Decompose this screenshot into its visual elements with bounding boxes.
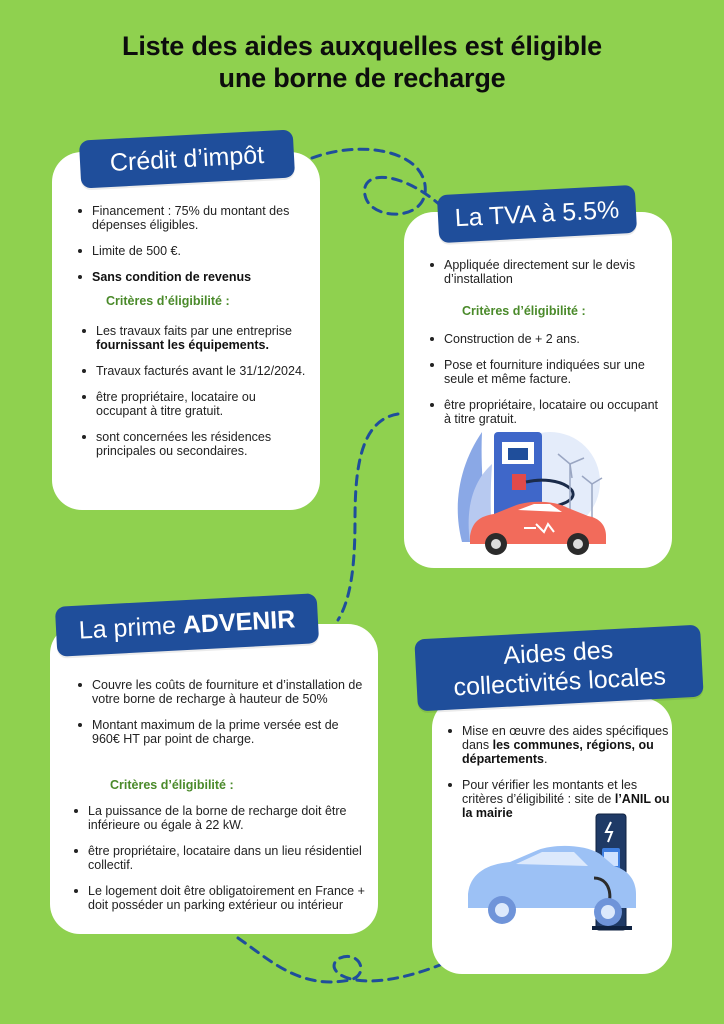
collectivites-heading-line2: collectivités locales (452, 662, 667, 702)
criteria-bold: fournissant les équipements. (96, 338, 269, 352)
tva-criteria-label: Critères d’éligibilité : (462, 304, 586, 318)
list-item: Le logement doit être obligatoirement en France + doit posséder un parking extérieur ou intérieur (74, 884, 370, 912)
credit-heading-text: Crédit d’impôt (109, 140, 265, 177)
item-bold: l’ANIL ou la mairie (462, 792, 670, 820)
item-suffix: . (543, 752, 548, 766)
list-item: Construction de + 2 ans. (430, 332, 662, 346)
list-item: La puissance de la borne de recharge doit être inférieure ou égale à 22 kW. (74, 804, 370, 832)
item-text: Pour vérifier les montants et les critères d’éligibilité : site de (462, 778, 638, 806)
list-item (448, 724, 670, 766)
criteria-text: Les travaux faits par une entreprise (96, 324, 292, 338)
charging-car-illustration (450, 424, 610, 564)
list-item: Appliquée directement sur le devis d’installation (430, 258, 662, 286)
prime-criteria-list (74, 804, 370, 924)
collectivites-heading (414, 625, 703, 712)
item-bold: les communes, régions, ou départements (462, 738, 654, 766)
list-item: sont concernées les résidences principales ou secondaires. (82, 430, 308, 458)
prime-list (78, 678, 368, 758)
item-text: Mise en œuvre des aides spécifiques dans (462, 724, 669, 752)
prime-heading-text (78, 605, 296, 645)
collectivites-heading-line1: Aides des (502, 636, 614, 671)
title-line-1: Liste des aides auxquelles est éligible (122, 31, 602, 61)
list-item: Travaux facturés avant le 31/12/2024. (82, 364, 308, 378)
credit-list (78, 204, 310, 296)
list-item: Limite de 500 €. (78, 244, 310, 258)
electric-car-charging-illustration (464, 808, 664, 938)
list-item: Couvre les coûts de fourniture et d’installation de votre borne de recharge à hauteur de 50% (78, 678, 368, 706)
no-income-condition: Sans condition de revenus (92, 270, 252, 284)
prime-heading-bold: ADVENIR (182, 604, 296, 639)
tva-heading-text: La TVA à 5.5% (454, 195, 620, 232)
list-item: être propriétaire, locataire ou occupant à titre gratuit. (430, 398, 662, 426)
title-line-2: une borne de recharge (218, 63, 506, 93)
list-item (78, 270, 310, 284)
list-item: Pose et fourniture indiquées sur une seule et même facture. (430, 358, 662, 386)
credit-criteria-list (82, 324, 308, 470)
tva-list (430, 258, 662, 298)
page-title (0, 30, 724, 94)
list-item: Financement : 75% du montant des dépenses éligibles. (78, 204, 310, 232)
prime-criteria-label: Critères d’éligibilité : (110, 778, 234, 792)
prime-heading-prefix: La prime (78, 610, 184, 645)
list-item: être propriétaire, locataire dans un lieu résidentiel collectif. (74, 844, 370, 872)
credit-criteria-label: Critères d’éligibilité : (106, 294, 230, 308)
list-item: être propriétaire, locataire ou occupant à titre gratuit. (82, 390, 308, 418)
list-item: Montant maximum de la prime versée est de 960€ HT par point de charge. (78, 718, 368, 746)
tva-criteria-list (430, 332, 662, 438)
list-item (82, 324, 308, 352)
